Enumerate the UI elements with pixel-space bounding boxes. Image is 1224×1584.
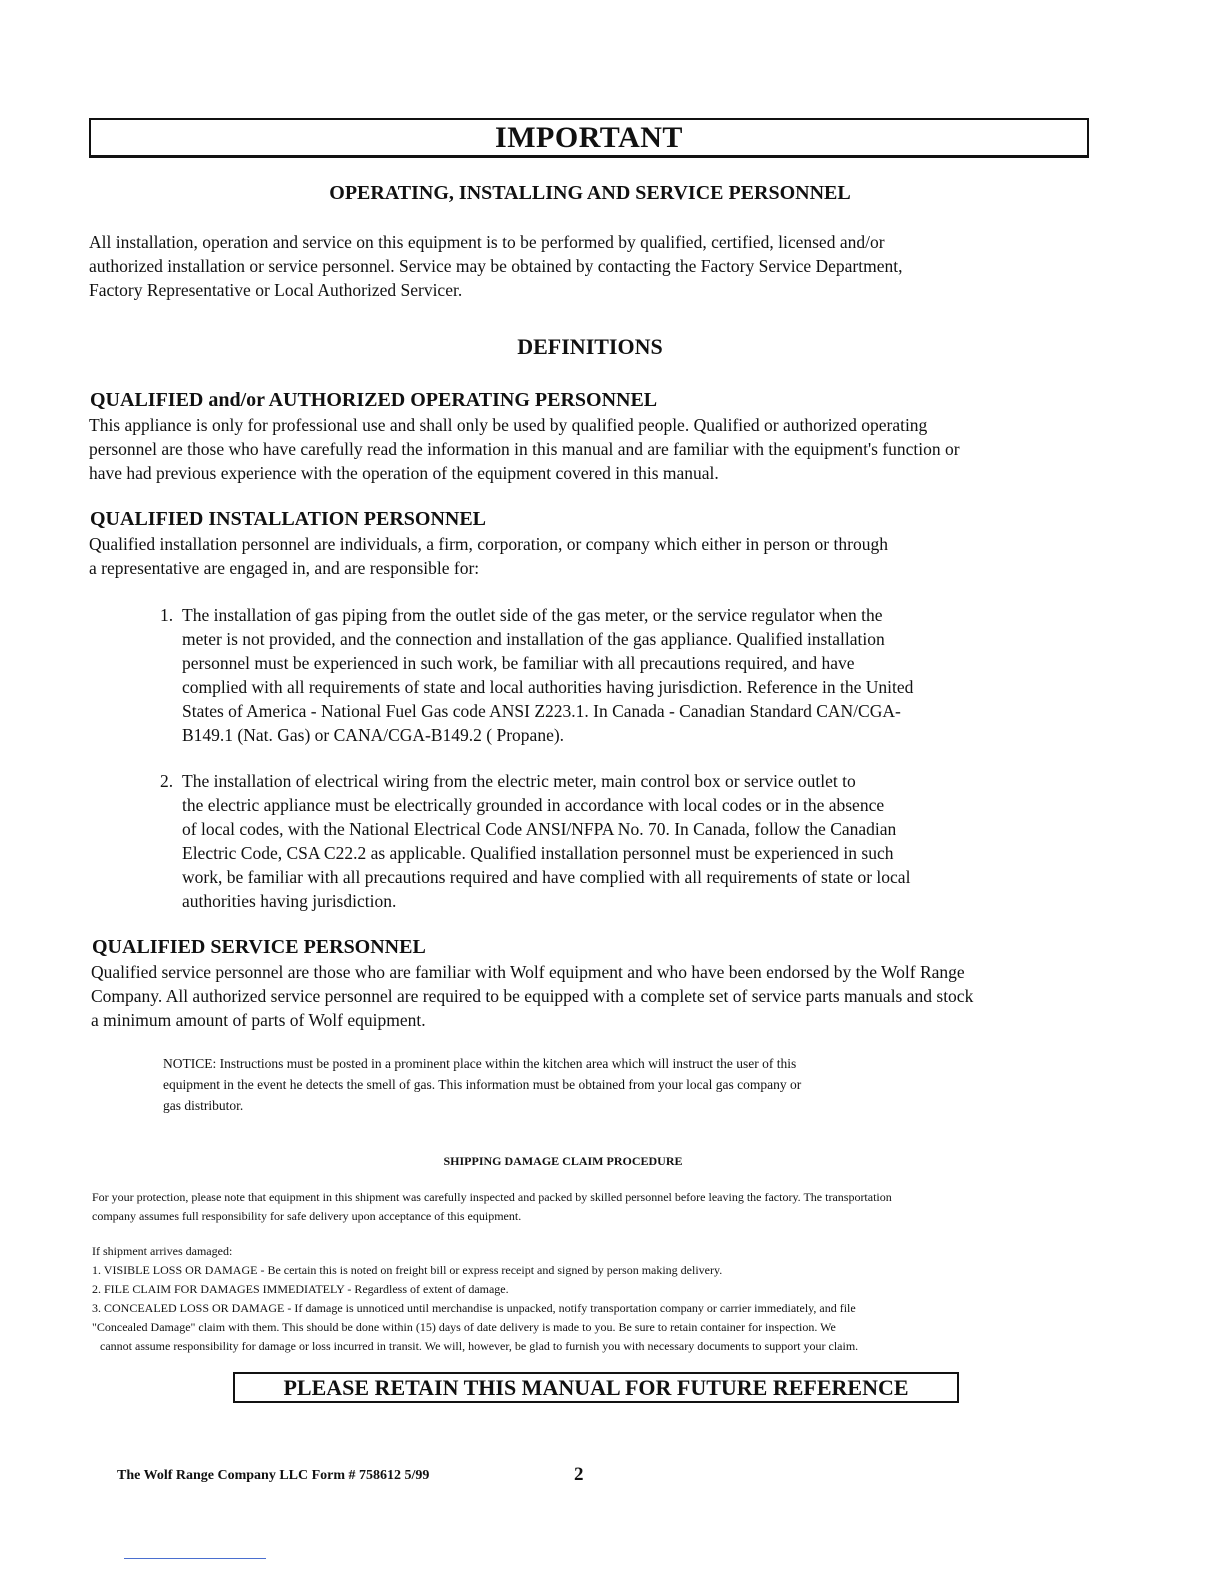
text-line: work, be familiar with all precautions required and have complied with all requirements of state or local xyxy=(182,867,911,887)
list-item: "Concealed Damage" claim with them. This should be done within (15) days of date delivery is made to you. Be sure to retain container for inspection. We xyxy=(92,1320,836,1334)
text-line: All installation, operation and service on this equipment is to be performed by qualified, certified, licensed and/or xyxy=(89,232,885,252)
text-line: personnel are those who have carefully read the information in this manual and are familiar with the equipment's function or xyxy=(89,439,960,459)
form-number: The Wolf Range Company LLC Form # 758612 5/99 xyxy=(117,1468,430,1483)
definitions-heading: DEFINITIONS xyxy=(517,334,663,359)
page-title: IMPORTANT xyxy=(495,121,683,154)
if-damaged-label: If shipment arrives damaged: xyxy=(92,1244,233,1258)
list-item: 2. FILE CLAIM FOR DAMAGES IMMEDIATELY - Regardless of extent of damage. xyxy=(92,1282,509,1296)
text-line: The installation of electrical wiring from the electric meter, main control box or service outlet to xyxy=(182,771,856,791)
list-item xyxy=(160,603,913,747)
text-line: For your protection, please note that equipment in this shipment was carefully inspected and packed by skilled personnel before leaving the factory. The transportation xyxy=(92,1190,892,1204)
text-line: of local codes, with the National Electrical Code ANSI/NFPA No. 70. In Canada, follow the Canadian xyxy=(182,819,897,839)
divider xyxy=(124,1558,266,1559)
text-line: NOTICE: Instructions must be posted in a prominent place within the kitchen area which will instruct the user of this xyxy=(163,1056,797,1071)
installation-personnel-heading: QUALIFIED INSTALLATION PERSONNEL xyxy=(90,508,487,530)
list-item xyxy=(160,769,910,913)
text-line: company assumes full responsibility for safe delivery upon acceptance of this equipment. xyxy=(92,1209,522,1223)
text-line: This appliance is only for professional use and shall only be used by qualified people. Qualified or authorized operating xyxy=(89,415,928,435)
text-line: authorized installation or service personnel. Service may be obtained by contacting the Factory Service Department, xyxy=(89,256,903,276)
service-personnel-paragraph xyxy=(91,960,973,1032)
text-line: personnel must be experienced in such work, be familiar with all precautions required, and have xyxy=(182,653,855,673)
text-line: Company. All authorized service personnel are required to be equipped with a complete set of service parts manuals and stock xyxy=(91,986,974,1006)
text-line: a representative are engaged in, and are responsible for: xyxy=(89,558,480,578)
retain-manual-banner xyxy=(233,1372,959,1403)
section-subtitle: OPERATING, INSTALLING AND SERVICE PERSONNEL xyxy=(329,182,851,204)
list-item: 1. VISIBLE LOSS OR DAMAGE - Be certain this is noted on freight bill or express receipt and signed by person making delivery. xyxy=(92,1263,723,1277)
important-banner xyxy=(89,118,1089,158)
text-line: States of America - National Fuel Gas code ANSI Z223.1. In Canada - Canadian Standard CAN/CGA- xyxy=(182,701,901,721)
text-line: authorities having jurisdiction. xyxy=(182,891,397,911)
service-personnel-heading: QUALIFIED SERVICE PERSONNEL xyxy=(92,936,426,958)
shipping-heading: SHIPPING DAMAGE CLAIM PROCEDURE xyxy=(443,1154,683,1168)
operating-personnel-heading: QUALIFIED and/or AUTHORIZED OPERATING PERSONNEL xyxy=(90,389,658,411)
text-line: The installation of gas piping from the outlet side of the gas meter, or the service regulator when the xyxy=(182,605,883,625)
shipping-steps xyxy=(92,1242,858,1356)
page-number: 2 xyxy=(574,1464,584,1485)
list-number: 1. xyxy=(160,605,174,625)
operating-personnel-paragraph xyxy=(89,413,960,485)
intro-paragraph xyxy=(89,230,902,302)
text-line: have had previous experience with the operation of the equipment covered in this manual. xyxy=(89,463,719,483)
text-line: B149.1 (Nat. Gas) or CANA/CGA-B149.2 ( Propane). xyxy=(182,725,565,745)
text-line: a minimum amount of parts of Wolf equipment. xyxy=(91,1010,426,1030)
text-line: gas distributor. xyxy=(163,1098,244,1113)
shipping-paragraph xyxy=(92,1188,892,1226)
text-line: meter is not provided, and the connection and installation of the gas appliance. Qualified installation xyxy=(182,629,885,649)
list-number: 2. xyxy=(160,771,174,791)
text-line: Qualified installation personnel are individuals, a firm, corporation, or company which either in person or through xyxy=(89,534,888,554)
text-line: Electric Code, CSA C22.2 as applicable. Qualified installation personnel must be experienced in such xyxy=(182,843,894,863)
installation-personnel-paragraph xyxy=(89,532,888,580)
list-item: cannot assume responsibility for damage or loss incurred in transit. We will, however, be glad to furnish you with necessary documents to support your claim. xyxy=(100,1339,859,1353)
text-line: the electric appliance must be electrically grounded in accordance with local codes or in the absence xyxy=(182,795,885,815)
notice-paragraph xyxy=(163,1053,801,1116)
text-line: Qualified service personnel are those who are familiar with Wolf equipment and who have been endorsed by the Wolf Range xyxy=(91,962,965,982)
text-line: complied with all requirements of state and local authorities having jurisdiction. Reference in the United xyxy=(182,677,914,697)
text-line: equipment in the event he detects the smell of gas. This information must be obtained from your local gas company or xyxy=(163,1077,802,1092)
list-item: 3. CONCEALED LOSS OR DAMAGE - If damage is unnoticed until merchandise is unpacked, notify transportation company or carrier immediately, and file xyxy=(92,1301,856,1315)
retain-manual-text: PLEASE RETAIN THIS MANUAL FOR FUTURE REFERENCE xyxy=(283,1375,909,1400)
text-line: Factory Representative or Local Authorized Servicer. xyxy=(89,280,463,300)
